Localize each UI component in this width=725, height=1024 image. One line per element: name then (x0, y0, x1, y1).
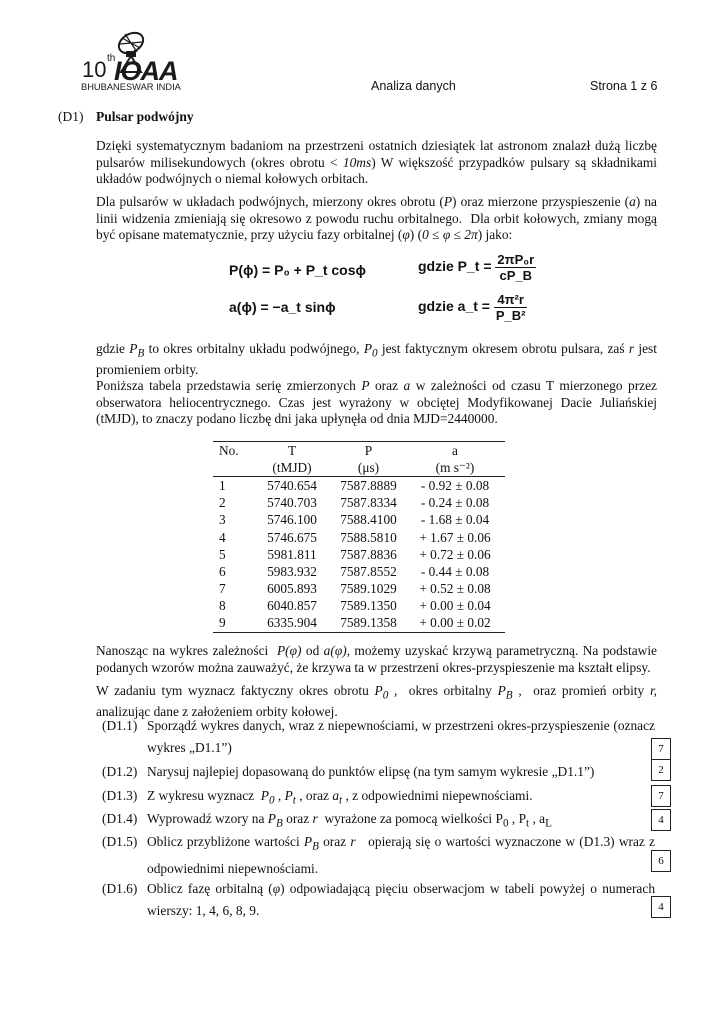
formula-pt-denominator: cP_B (499, 268, 533, 283)
task-text: Oblicz fazę orbitalną (φ) odpowiadającą pięciu obserwacjom w tabeli powyżej o numerach wierszy: 1, 4, 6, 8, 9. (147, 881, 656, 918)
logo-ioaa: IOAA (114, 56, 178, 86)
cell-t: 5983.932 (267, 563, 317, 579)
cell-t: 5740.703 (267, 495, 317, 511)
formula-pt (418, 252, 536, 283)
col-header-t: T (252, 442, 332, 460)
formula-at-fraction (494, 292, 528, 323)
task-text: Wyprowadź wzory na $P_B$ oraz r wyrażone za pomocą wielkości $P_0$ , $P_t$ , $a_L$ (147, 811, 552, 830)
task-number: (D1.6) (102, 881, 138, 896)
paragraph-intro: Dzięki systematycznym badaniom na przestrzeni ostatnich dziesiątek lat astronom znalazł dużą liczbę pulsarów milisekundowych (okres obrotu < 10ms) W większość przypadków pulsary są składnikami układów podwójnych o niemal kołowych orbitach. (96, 138, 657, 187)
cell-p: 7587.8889 (340, 477, 397, 493)
cell-p: 7589.1358 (332, 615, 405, 633)
cell-a: - 0.44 ± 0.08 (420, 563, 490, 579)
cell-p: 7587.8552 (340, 563, 397, 579)
cell-no: 4 (219, 529, 226, 545)
cell-a: + 0.52 ± 0.08 (419, 581, 491, 597)
cell-t: 5740.654 (267, 477, 317, 493)
cell-a: - 0.92 ± 0.08 (420, 477, 490, 493)
paragraph-ellipse: Nanosząc na wykres zależności P(φ) od a(φ), możemy uzyskać krzywą parametryczną. Na podstawie podanych wzorów można zauważyć, że krzywa ta w przestrzeni okres-przyspieszenie ma kształt elipsy. (96, 643, 658, 675)
cell-no: 9 (213, 615, 252, 633)
cell-t: 6335.904 (252, 615, 332, 633)
logo-subtitle: BHUBANESWAR INDIA (81, 82, 181, 92)
cell-a: + 0.00 ± 0.04 (419, 598, 491, 614)
col-unit-t: (tMJD) (252, 459, 332, 477)
cell-a: - 1.68 ± 0.04 (420, 512, 490, 528)
cell-a: + 1.67 ± 0.06 (419, 529, 491, 545)
col-unit-no (213, 459, 252, 477)
table-row (213, 546, 505, 563)
task-number: (D1.4) (102, 811, 138, 826)
table-header-row (213, 442, 505, 460)
task-text: Z wykresu wyznacz $P_0$ , $P_t$ , oraz $a_t$ , z odpowiednimi niepewnościami. (147, 788, 533, 807)
cell-no: 1 (219, 477, 226, 493)
paragraph-binary: Dla pulsarów w układach podwójnych, mierzony okres obrotu (P) oraz mierzone przyspieszenie (a) na linii widzenia zmieniają się okresowo z powodu ruchu orbitalnego. Dla orbit kołowych, zmiany mogą być opisane matematycznie, przy użyciu fazy orbitalnej (φ) (0 ≤ φ ≤ 2π) jako: (96, 194, 658, 243)
table-row (213, 495, 505, 512)
logo-th: th (107, 53, 116, 64)
paragraph-table-intro: Poniższa tabela przedstawia serię zmierzonych P oraz a w zależności od czasu T mierzonego przez obserwatora heliocentrycznego. Czas jest wyrażony w obciętej Modyfikowanej Dacie Juliańskiej (tMJD), to znaczy podano liczbę dni jaka upłynęła od dnia MJD=2440000. (96, 378, 657, 427)
cell-no: 2 (219, 495, 226, 511)
table-row (213, 615, 505, 633)
cell-t: 5981.811 (267, 546, 317, 562)
formula-at-numerator: 4π²r (494, 292, 528, 308)
cell-p: 7588.4100 (340, 512, 397, 528)
table-row (213, 598, 505, 615)
cell-no: 8 (219, 598, 226, 614)
cell-a: + 0.00 ± 0.02 (405, 615, 505, 633)
col-header-no: No. (213, 442, 252, 460)
task-number: (D1.3) (102, 788, 138, 803)
col-unit-a: (m s⁻²) (405, 459, 505, 477)
ioaa-logo-graphic (78, 28, 203, 94)
cell-p: 7587.8836 (340, 546, 397, 562)
points-box: 7 (651, 785, 671, 807)
cell-no: 5 (219, 546, 226, 562)
task-text: Oblicz przybliżone wartości $P_B$ oraz r opierają się o wartości wyznaczone w (D1.3) wraz z odpowiednimi niepewnościami. (147, 834, 655, 876)
formula-pt-prefix: gdzie P_t = (418, 258, 492, 275)
formula-at-prefix: gdzie a_t = (418, 298, 490, 315)
task-text: Sporządź wykres danych, wraz z niepewnościami, w przestrzeni okres-przyspieszenie (oznacz wykres „D1.1”) (147, 718, 655, 755)
ioaa-logo (78, 28, 203, 94)
formula-period: P(ϕ) = P₀ + P_t cosϕ (229, 262, 367, 278)
paragraph-definitions: gdzie $P_B$ to okres orbitalny układu podwójnego, $P_0$ jest faktycznym okresem obrotu pulsara, zaś r jest promieniem orbity. (96, 341, 657, 378)
data-table (213, 441, 505, 633)
header-title: Analiza danych (371, 79, 456, 93)
table-row (213, 529, 505, 546)
cell-t: 5746.675 (267, 529, 317, 545)
cell-no: 7 (219, 581, 226, 597)
table-row (213, 512, 505, 529)
cell-p: 7587.8334 (340, 495, 397, 511)
task-text: Narysuj najlepiej dopasowaną do punktów elipsę (na tym samym wykresie „D1.1”) (147, 764, 595, 779)
points-box: 7 (651, 738, 671, 760)
table-body (213, 477, 505, 633)
formula-at-denominator: P_B² (495, 308, 526, 323)
table-row (213, 581, 505, 598)
col-header-p: P (332, 442, 405, 460)
cell-t: 5746.100 (267, 512, 317, 528)
table-row (213, 477, 505, 495)
paragraph-task-intro: W zadaniu tym wyznacz faktyczny okres obrotu $P_0$ , okres orbitalny $P_B$ , oraz promień orbity r, analizując dane z założeniem orbity kołowej. (96, 683, 658, 720)
cell-no: 3 (219, 512, 226, 528)
points-box: 4 (651, 896, 671, 918)
cell-a: + 0.72 ± 0.06 (419, 546, 491, 562)
section-number: (D1) (58, 109, 84, 124)
section-title: Pulsar podwójny (96, 109, 194, 124)
task-number: (D1.5) (102, 834, 138, 849)
cell-p: 7588.5810 (340, 529, 397, 545)
formula-acceleration: a(ϕ) = −a_t sinϕ (229, 299, 336, 315)
formula-at (418, 292, 527, 323)
task-number: (D1.1) (102, 718, 138, 733)
formula-pt-fraction (495, 252, 536, 283)
cell-t: 6005.893 (267, 581, 317, 597)
cell-a: - 0.24 ± 0.08 (420, 495, 490, 511)
points-box: 2 (651, 759, 671, 781)
table-units-row (213, 459, 505, 477)
task-number: (D1.2) (102, 764, 138, 779)
points-box: 6 (651, 850, 671, 872)
table-row (213, 563, 505, 580)
col-unit-p: (μs) (332, 459, 405, 477)
col-header-a: a (405, 442, 505, 460)
logo-10: 10 (82, 57, 107, 82)
cell-t: 6040.857 (267, 598, 317, 614)
cell-p: 7589.1350 (340, 598, 397, 614)
page-number: Strona 1 z 6 (590, 79, 658, 93)
cell-no: 6 (219, 563, 226, 579)
points-box: 4 (651, 809, 671, 831)
cell-p: 7589.1029 (340, 581, 397, 597)
formula-pt-numerator: 2πP₀r (497, 252, 535, 267)
